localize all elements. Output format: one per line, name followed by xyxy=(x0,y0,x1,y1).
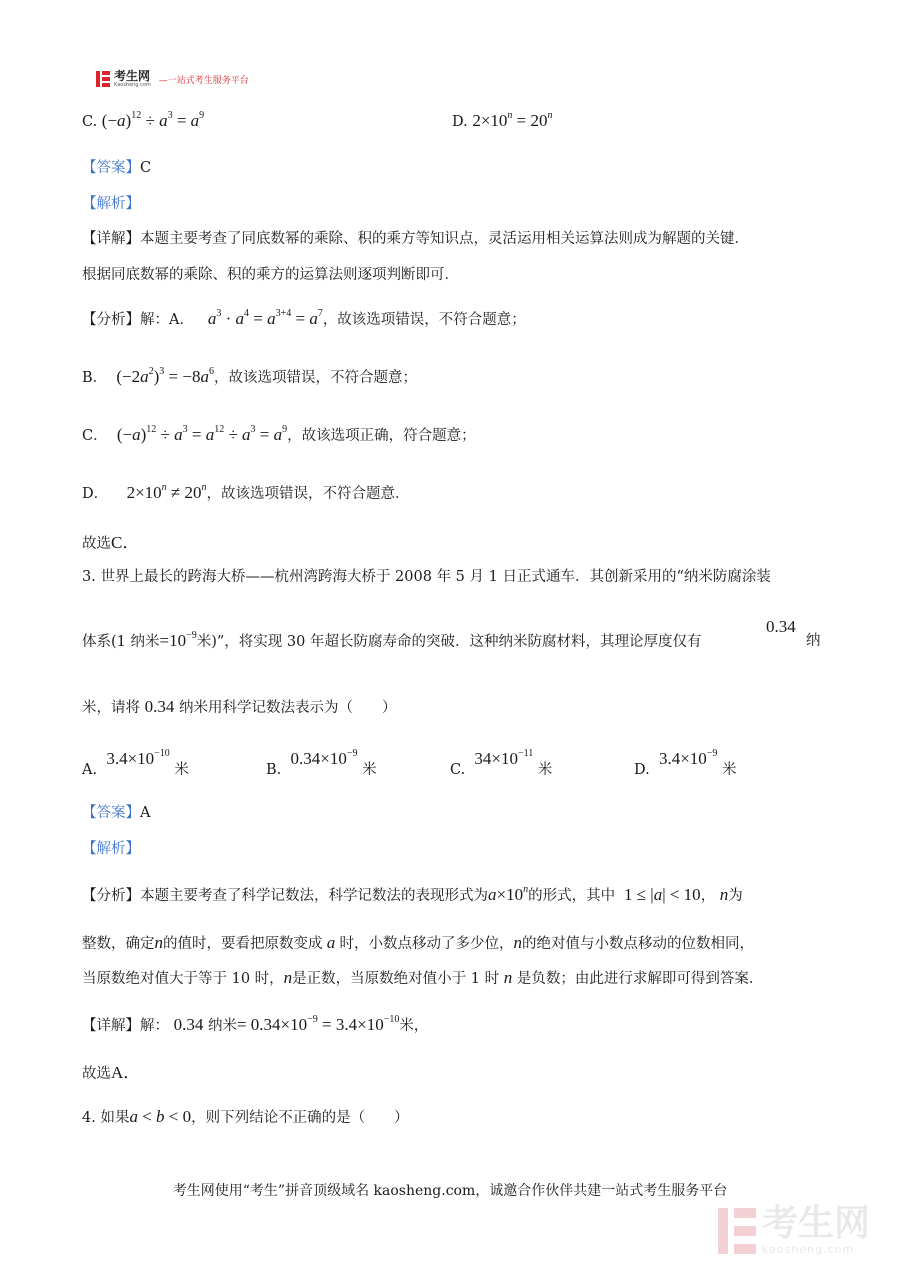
q3-detail: 【详解】解： 0.34 纳米= $0.34\times 10^{-9} = 3.4\times 10^{-10}$米， xyxy=(82,1014,429,1034)
page-footer: 考生网使用“考生”拼音顶级域名 kaosheng.com，诚邀合作伙伴共建一站式考生服务平台 xyxy=(172,1183,728,1199)
answer-tag: 【答案】 xyxy=(82,160,140,176)
q3-fenxi-line2: 整数，确定n的值时，要看把原数变成 a 时，小数点移动了多少位，n的绝对值与小数点移动的位数相同， xyxy=(82,933,754,952)
q2-detail: 【详解】本题主要考查了同底数幂的乘除、积的乘方等知识点，灵活运用相关运算法则成为解题的关键． xyxy=(82,231,749,247)
q3-fenxi-line1: 【分析】本题主要考查了科学记数法，科学记数法的表现形式为$a\times 10^n$的形式，其中 1 ≤ |a| < 10， n为 xyxy=(82,884,743,904)
logo-text: 考生网 xyxy=(114,69,151,83)
q3-conclusion: 故选A． xyxy=(82,1063,141,1082)
q2-fenxi-b: B． $(-2a^2)^3 = -8a^6$，故该选项错误，不符合题意； xyxy=(82,366,417,386)
q3-option-d: D. $3.4\times 10^{-9}$ 米 xyxy=(634,748,737,778)
watermark-text: 考生网 xyxy=(762,1203,871,1244)
q3-analysis-tag: 【解析】 xyxy=(82,841,140,857)
q2-analysis-tag: 【解析】 xyxy=(82,196,140,212)
q3-question-line2: 体系(1 纳米$=10^{-9}$米)”，将实现 30 年超长防腐寿命的突破．这种纳米防腐材料，其理论厚度仅有 xyxy=(82,630,702,650)
logo-mark-icon xyxy=(96,71,110,87)
q3-question-line3: 米，请将 0.34 纳米用科学记数法表示为（ ） xyxy=(82,697,397,716)
q4-question: 4. 如果a < b < 0，则下列结论不正确的是（ ） xyxy=(82,1107,409,1126)
watermark-sub: kaosheng.com xyxy=(762,1243,855,1256)
q3-option-a: A. $3.4\times 10^{-10}$ 米 xyxy=(82,748,189,778)
q2-fenxi-a: 【分析】解：A． $a^3 \cdot a^4 = a^{3+4} = a^7$，故该选项错误，不符合题意； xyxy=(82,308,526,328)
q3-thickness-num: 0.34 xyxy=(766,617,796,636)
q2-detail-2: 根据同底数幂的乘除、积的乘方的运算法则逐项判断即可． xyxy=(82,267,459,283)
answer-value: C xyxy=(140,160,152,176)
q2-conclusion: 故选C． xyxy=(82,533,140,552)
q2-option-d: D. $2\times 10^n = 20^n$ xyxy=(452,110,553,130)
q3-option-b: B. $0.34\times 10^{-9}$ 米 xyxy=(266,748,377,778)
logo-sub: Kaosheng.com xyxy=(114,82,151,88)
q3-option-c: C. $34\times 10^{-11}$ 米 xyxy=(450,748,553,778)
q2-answer xyxy=(82,157,151,179)
q3-answer: 【答案】A xyxy=(82,805,151,821)
q2-fenxi-c: C． $(-a)^{12} \div a^3 = a^{12} \div a^3 = a^9$，故该选项正确，符合题意； xyxy=(82,424,476,444)
header-logo xyxy=(96,70,249,88)
watermark-mark-icon xyxy=(718,1208,756,1254)
q2-fenxi-d: D． $2\times 10^n \ne 20^n$，故该选项错误，不符合题意． xyxy=(82,482,410,502)
option-label: D. xyxy=(452,114,468,130)
option-label: C. xyxy=(82,114,98,130)
q2-option-c: C. $(-a)^{12} \div a^3 = a^9$ xyxy=(82,110,205,130)
logo-slogan: —一站式考生服务平台 xyxy=(158,75,249,86)
q3-fenxi-line3: 当原数绝对值大于等于 10 时，n是正数，当原数绝对值小于 1 时 n 是负数；由此进行求解即可得到答案． xyxy=(82,968,764,987)
watermark-logo xyxy=(718,1205,870,1256)
q3-question-line1: 3. 世界上最长的跨海大桥——杭州湾跨海大桥于 2008 年 5 月 1 日正式通车．其创新采用的“纳米防腐涂装 xyxy=(82,569,771,585)
q3-line2-end: 纳 xyxy=(806,633,821,649)
